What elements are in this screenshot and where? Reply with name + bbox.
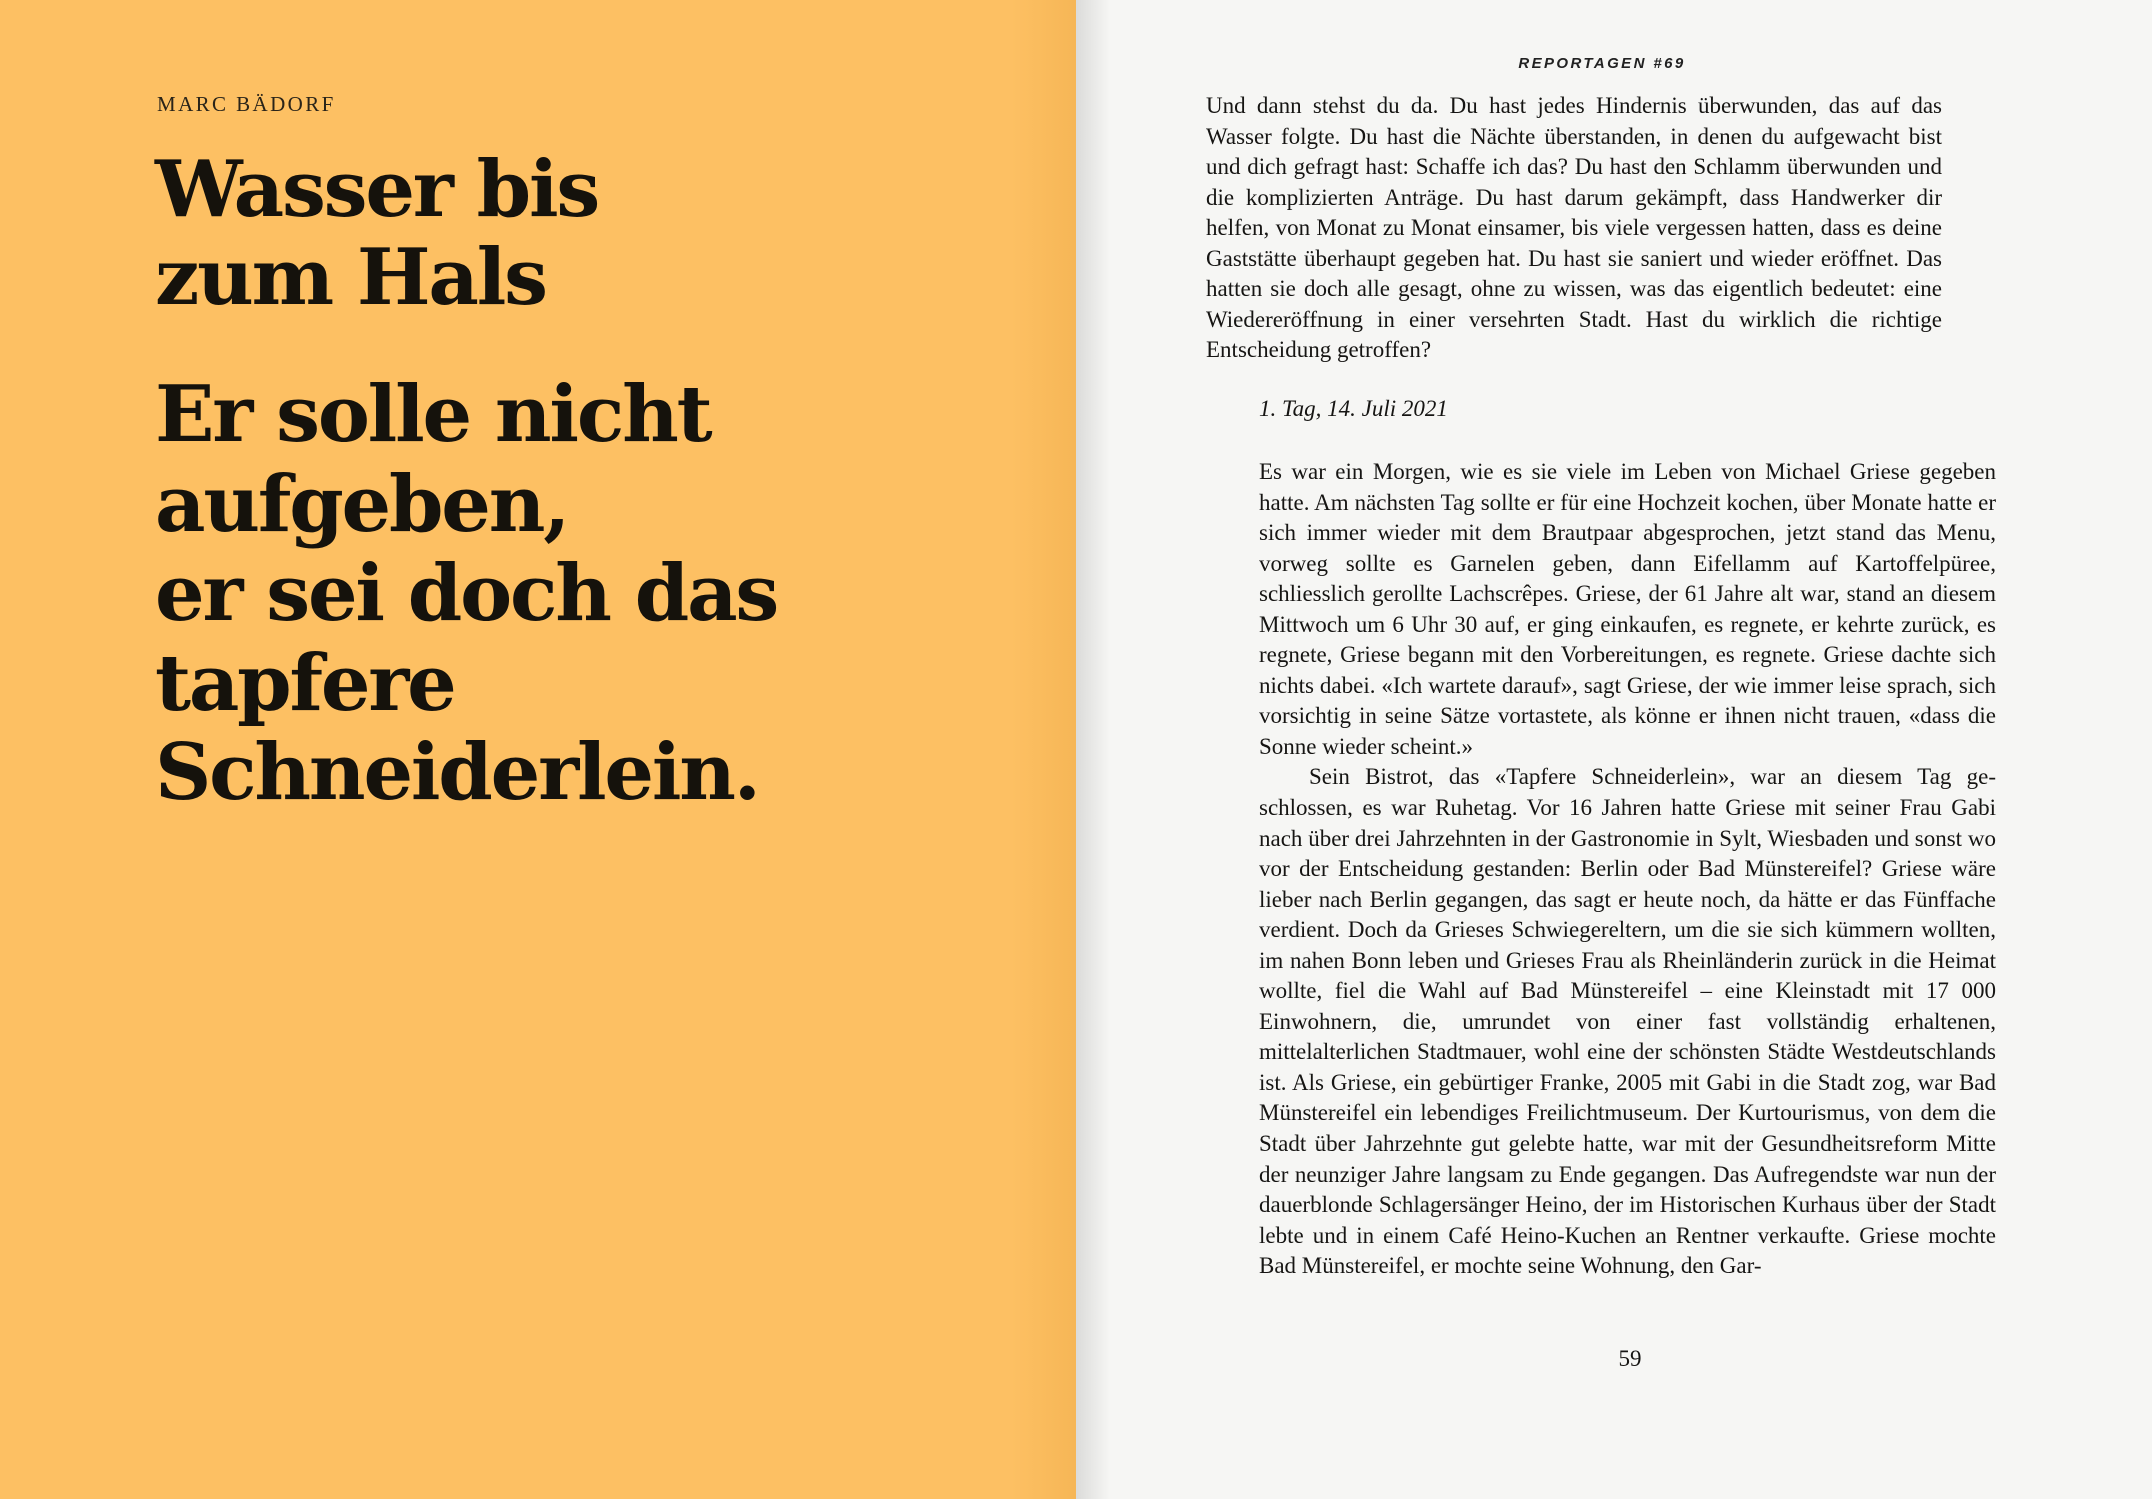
page-number: 59 [1618,1346,1642,1371]
body-paragraph-1: Es war ein Morgen, wie es sie viele im Leben von Michael Griese gegeben hatte. Am nächsten Tag sollte er für eine Hochzeit kochen, über Monate hatte er sich immer wieder mit dem Brautpaar abgesprochen, jetzt stand das Menu, vorweg sollte es Garnelen geben, dann Eifellamm auf Kartoffelpüree, schliesslich gerollte Lachscrêpes. Griese, der 61 Jahre alt war, stand an diesem Mittwoch um 6 Uhr 30 auf, er ging einkaufen, es regnete, er kehrte zurück, es regnete, Griese begann mit den Vorbereitungen, es regnete. Griese dachte sich nichts dabei. «Ich wartete darauf», sagt Griese, der wie immer leise sprach, sich vorsichtig in seine Sätze vortastete, als könne er ihnen nicht trauen, «dass die Sonne wieder scheint.» [1259,459,1996,759]
right-page [1076,0,2152,1499]
intro-paragraph: Und dann stehst du da. Du hast jedes Hindernis überwunden, das auf das Wasser folgte. Du hast die Nächte überstanden, in denen du aufgewacht bist und dich gefragt hast: Schaffe ich das? Du hast den Schlamm überwunden und die komplizierten Anträge. Du hast darum gekämpft, dass Handwerker dir helfen, von Monat zu Monat einsamer, bis viele vergessen hatten, dass es deine Gaststätte überhaupt gegeben hat. Du hast sie saniert und wieder eröffnet. Das hatten sie doch alle gesagt, ohne zu wissen, was das eigentlich bedeutet: eine Wiedereröffnung in einer versehrten Stadt. Hast du wirklich die richtige Entscheidung getroffen? [1206,93,1942,363]
dateline: 1. Tag, 14. Juli 2021 [1259,396,1448,421]
article-subhead: Er solle nicht aufgeben, er sei doch das tapfere Schneiderlein. [155,369,778,818]
body-paragraph-2: Sein Bistrot, das «Tapfere Schneiderlein», war an diesem Tag geschlossen, es war Ruhetag. Vor 16 Jahren hatte Griese mit seiner Frau Gabi nach über drei Jahrzehnten in der Gastronomie in Sylt, Wiesbaden und sonst wo vor der Entscheidung gestanden: Berlin oder Bad Münstereifel? Griese wäre lieber nach Berlin gegangen, das sagt er heute noch, da hätte er das Fünffache verdient. Doch da Grieses Schwiegereltern, um die sie sich kümmern wollten, im nahen Bonn leben und Grieses Frau als Rheinländerin zurück in die Heimat wollte, fiel die Wahl auf Bad Münstereifel – eine Kleinstadt mit 17 000 Einwohnern, die, umrundet von einer fast vollständig erhaltenen, mittelalterlichen Stadtmauer, wohl eine der schönsten Städte Westdeutschlands ist. Als Griese, ein gebürtiger Franke, 2005 mit Gabi in die Stadt zog, war Bad Münstereifel ein lebendiges Freilichtmuseum. Der Kurtourismus, von dem die Stadt über Jahrzehnte gut gelebte hatte, war mit der Gesundheitsreform Mitte der neunziger Jahre langsam zu Ende gegangen. Das Aufregendste war nun der dauerblonde Schlagersänger Heino, der im Historischen Kurhaus über der Stadt lebte und in einem Café Heino-Kuchen an Rentner verkaufte. Griese mochte Bad Münstereifel, er mochte seine Wohnung, den Gar- [1259,764,1996,1279]
author-name: MARC BÄDORF [157,92,336,116]
body-text [1259,457,1996,1282]
running-header: REPORTAGEN #69 [1518,55,1686,72]
article-headline: Wasser bis zum Hals [155,144,599,323]
